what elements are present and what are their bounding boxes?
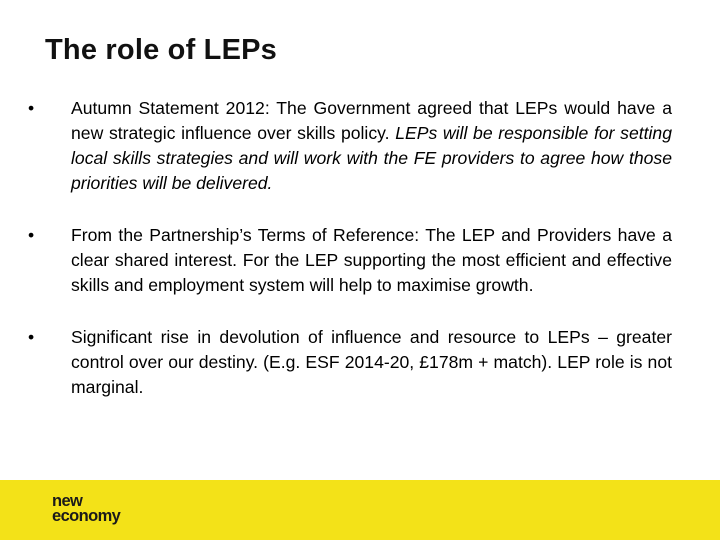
bullet-text: Significant rise in devolution of influence and resource to LEPs – greater control over our destiny. (E.g. ESF 2014-20, £178m + match). LEP role is not marginal. bbox=[71, 327, 672, 397]
bullet-marker: • bbox=[28, 225, 35, 245]
bullet-text: Autumn Statement 2012: The Government agreed that LEPs would have a new strategic influence over skills policy. bbox=[71, 98, 672, 143]
bullet-text: From the Partnership’s Terms of Reference: The LEP and Providers have a clear shared interest. For the LEP supporting the most efficient and effective skills and employment system will help to maximise growth. bbox=[71, 225, 672, 295]
bullet-italic-text: LEPs will be responsible for setting local skills strategies and will work with the FE providers to agree how those priorities will be delivered. bbox=[71, 123, 672, 193]
bullet-item bbox=[28, 223, 672, 298]
bullet-item bbox=[28, 325, 672, 400]
bullet-item bbox=[28, 96, 672, 196]
new-economy-logo bbox=[52, 494, 120, 524]
slide-title: The role of LEPs bbox=[45, 34, 278, 66]
bullet-marker: • bbox=[28, 327, 35, 347]
logo-line-economy: economy bbox=[52, 507, 121, 525]
bullet-list bbox=[28, 96, 672, 427]
bullet-marker: • bbox=[28, 98, 35, 118]
logo-line-new: new bbox=[52, 492, 83, 510]
